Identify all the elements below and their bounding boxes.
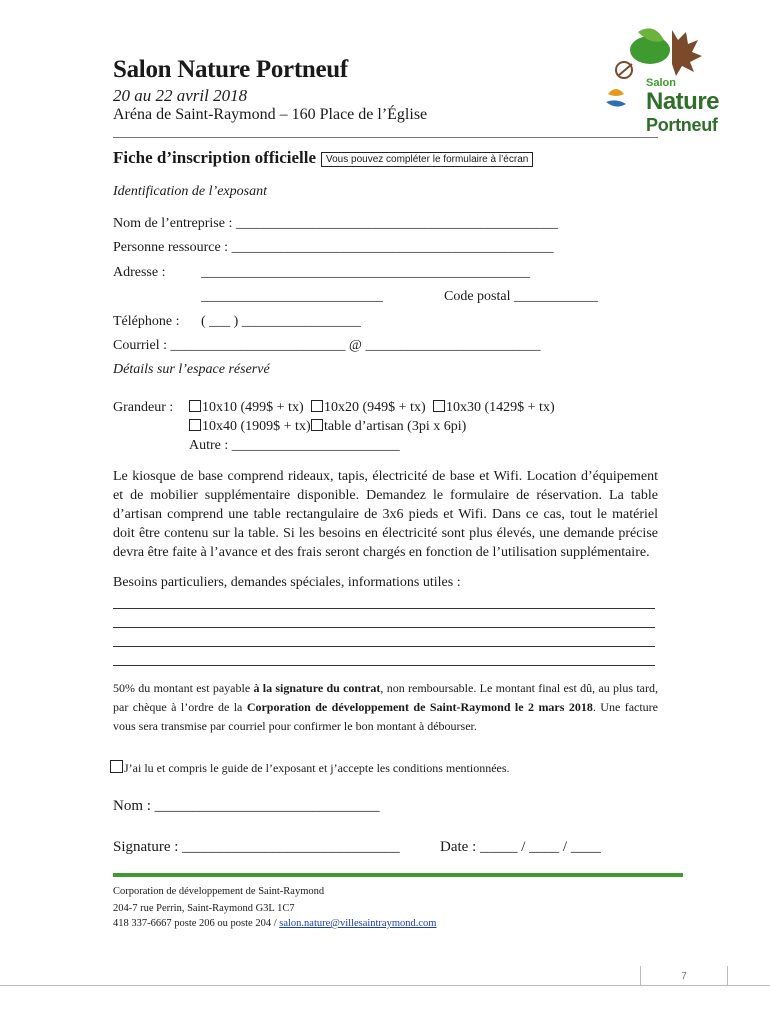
agreement-text: J’ai lu et compris le guide de l’exposant et j’accepte les conditions mentionnées. xyxy=(124,761,510,775)
checkbox-10x40[interactable] xyxy=(189,419,201,431)
option-artisan-table[interactable]: table d’artisan (3pi x 6pi) xyxy=(311,419,466,435)
footer-divider xyxy=(113,873,683,877)
checkbox-10x30[interactable] xyxy=(433,400,445,412)
footer-email-link[interactable]: salon.nature@villesaintraymond.com xyxy=(279,918,437,929)
logo-word-salon: Salon xyxy=(646,77,676,89)
option-10x10[interactable]: 10x10 (499$ + tx) xyxy=(189,400,304,416)
header-divider xyxy=(113,137,658,138)
special-needs-line[interactable] xyxy=(113,608,655,609)
payment-bold-signature: à la signature du contrat xyxy=(253,681,381,695)
checkbox-10x10[interactable] xyxy=(189,400,201,412)
form-title: Fiche d’inscription officielle xyxy=(113,148,317,167)
screen-fill-note: Vous pouvez compléter le formulaire à l’écran xyxy=(321,152,533,167)
postal-code-field[interactable]: Code postal ____________ xyxy=(444,289,598,304)
size-label: Grandeur : xyxy=(113,400,174,415)
logo-word-portneuf: Portneuf xyxy=(646,115,718,135)
page-number: 7 xyxy=(640,966,728,986)
option-10x40[interactable]: 10x40 (1909$ + tx) xyxy=(189,419,311,435)
agreement-checkbox[interactable] xyxy=(110,760,123,773)
document-title: Salon Nature Portneuf xyxy=(113,56,348,83)
logo-word-nature: Nature xyxy=(646,88,720,115)
salon-nature-logo xyxy=(602,24,734,142)
address-line1-field[interactable]: _______________________________________________ xyxy=(201,265,530,280)
special-needs-line[interactable] xyxy=(113,627,655,628)
other-size-field[interactable]: Autre : ________________________ xyxy=(189,438,400,453)
event-venue: Aréna de Saint-Raymond – 160 Place de l’Église xyxy=(113,106,428,123)
payment-terms: 50% du montant est payable à la signature du contrat, non remboursable. Le montant final est dû, au plus tard, par chèque à l’ordre de la Corporation de développement de Saint-Raymond le 2 mars 2018. Une facture vous sera transmise par courriel pour confirmer le bon montant à débourser. xyxy=(113,681,659,733)
page-bottom-line xyxy=(0,985,770,986)
special-needs-line[interactable] xyxy=(113,665,655,666)
footer-address: 204-7 rue Perrin, Saint-Raymond G3L 1C7 xyxy=(113,903,295,914)
date-field[interactable]: Date : _____ / ____ / ____ xyxy=(440,839,601,855)
checkbox-10x20[interactable] xyxy=(311,400,323,412)
section-space-details: Détails sur l’espace réservé xyxy=(113,362,270,377)
footer-contact: 418 337-6667 poste 206 ou poste 204 / salon.nature@villesaintraymond.com xyxy=(113,918,437,929)
phone-field[interactable]: ( ___ ) _________________ xyxy=(201,314,361,329)
address-label: Adresse : xyxy=(113,265,166,280)
checkbox-artisan-table[interactable] xyxy=(311,419,323,431)
signature-field[interactable]: Signature : _____________________________ xyxy=(113,839,400,855)
special-needs-line[interactable] xyxy=(113,646,655,647)
name-field[interactable]: Nom : ______________________________ xyxy=(113,798,380,814)
email-field[interactable]: Courriel : _________________________ @ _________________________ xyxy=(113,338,541,353)
special-needs-label: Besoins particuliers, demandes spéciales, informations utiles : xyxy=(113,575,461,590)
footer-org: Corporation de développement de Saint-Raymond xyxy=(113,886,325,897)
phone-label: Téléphone : xyxy=(113,314,180,329)
option-10x30[interactable]: 10x30 (1429$ + tx) xyxy=(433,400,555,416)
option-10x20[interactable]: 10x20 (949$ + tx) xyxy=(311,400,426,416)
payment-bold-corporation: Corporation de développement de Saint-Raymond le 2 mars 2018 xyxy=(246,700,593,714)
event-dates: 20 au 22 avril 2018 xyxy=(113,86,248,105)
section-identification: Identification de l’exposant xyxy=(113,184,267,199)
contact-person-field[interactable]: Personne ressource : ______________________________________________ xyxy=(113,240,554,255)
company-name-field[interactable]: Nom de l’entreprise : ______________________________________________ xyxy=(113,216,558,231)
address-line2-field[interactable]: __________________________ xyxy=(201,289,383,304)
booth-description: Le kiosque de base comprend rideaux, tapis, électricité de base et Wifi. Location d’équipement et de mobilier supplémentaire disponible. Demandez le formulaire de réservation. La table d’artisan comprend une table rectangulaire de 3x6 pieds et Wifi. Dans ce cas, tout le matériel doit être contenu sur la table. Si les besoins en électricité sont plus élevés, une demande précise devra être faite à l’avance et des frais seront chargés en fonction de l’utilisation supplémentaire. xyxy=(113,469,658,560)
agreement-checkbox-row[interactable] xyxy=(110,760,510,776)
